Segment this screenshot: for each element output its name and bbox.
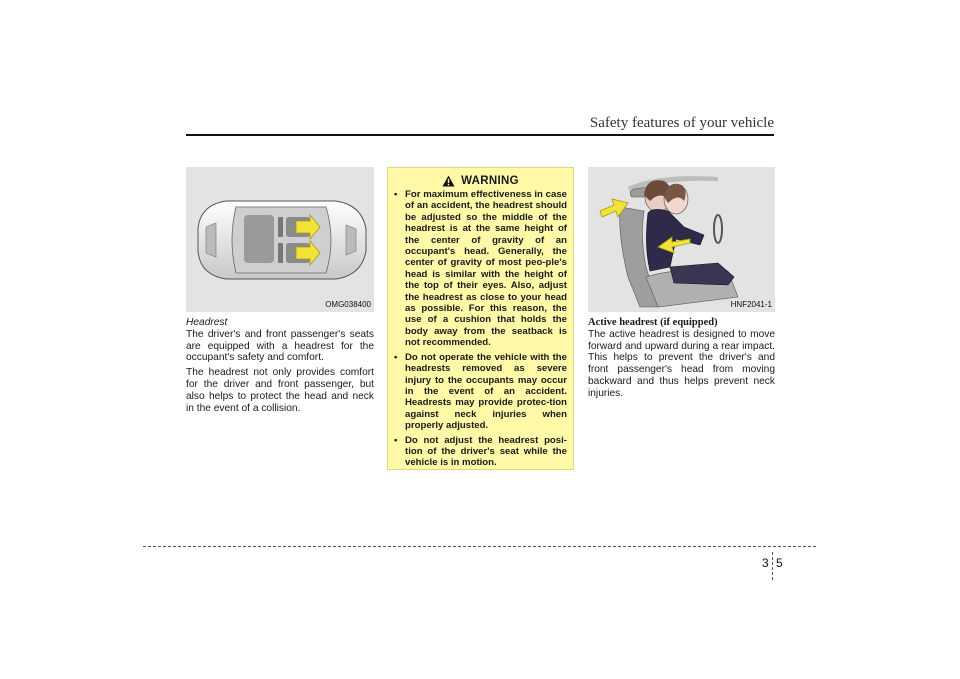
warning-item: • Do not operate the vehicle with the headrests removed as severe injury to the occupants may occur in the event of an accident. Headrests may provide protec-tion against neck injuries when properly adjusted. [394,352,567,432]
warning-item: • For maximum effectiveness in case of an accident, the headrest should be adjusted so the middle of the headrest is at the same height of the center of gravity of an occupant's head. Generally, the center of gravity of most peo-ple's head is similar with the height of the top of their eyes. Also, adjust the headrest as close to your head as possible. For this reason, the use of a cushion that holds the body away from the seatback is not recommended. [394,189,567,349]
active-headrest-illustration [588,167,775,312]
paragraph: The driver's and front passenger's seats are equipped with a headrest for the occupant's safety and comfort. [186,328,374,364]
chapter-number: 3 [762,556,769,570]
page-header-title: Safety features of your vehicle [589,115,774,131]
section-title: Active headrest (if equipped) [588,317,718,328]
headrest-section [186,317,374,414]
warning-item: • Do not adjust the headrest posi-tion of the driver's seat while the vehicle is in motion. [394,435,567,469]
paragraph: The headrest not only provides comfort for the driver and front passenger, but also helps to protect the head and neck in the event of a collision. [186,367,374,414]
car-top-view-figure [186,167,374,312]
active-headrest-figure [588,167,775,312]
header-rule [186,134,774,136]
figure-code: OMG038400 [325,300,371,309]
warning-header [394,175,567,187]
section-title: Headrest [186,317,228,328]
page-number-divider [772,552,773,580]
page-number: 5 [776,556,783,570]
warning-triangle-icon [442,175,455,187]
warning-list [394,189,567,469]
active-headrest-section [588,317,775,400]
figure-code: HNF2041-1 [730,300,772,309]
paragraph: The active headrest is designed to move forward and upward during a rear impact. This helps to prevent the driver's and front passenger's head from moving backward and thus helps prevent neck injuries. [588,328,775,399]
footer-rule [143,546,816,547]
car-top-view-illustration [186,167,374,312]
warning-box [387,167,574,470]
warning-title: WARNING [461,175,519,187]
